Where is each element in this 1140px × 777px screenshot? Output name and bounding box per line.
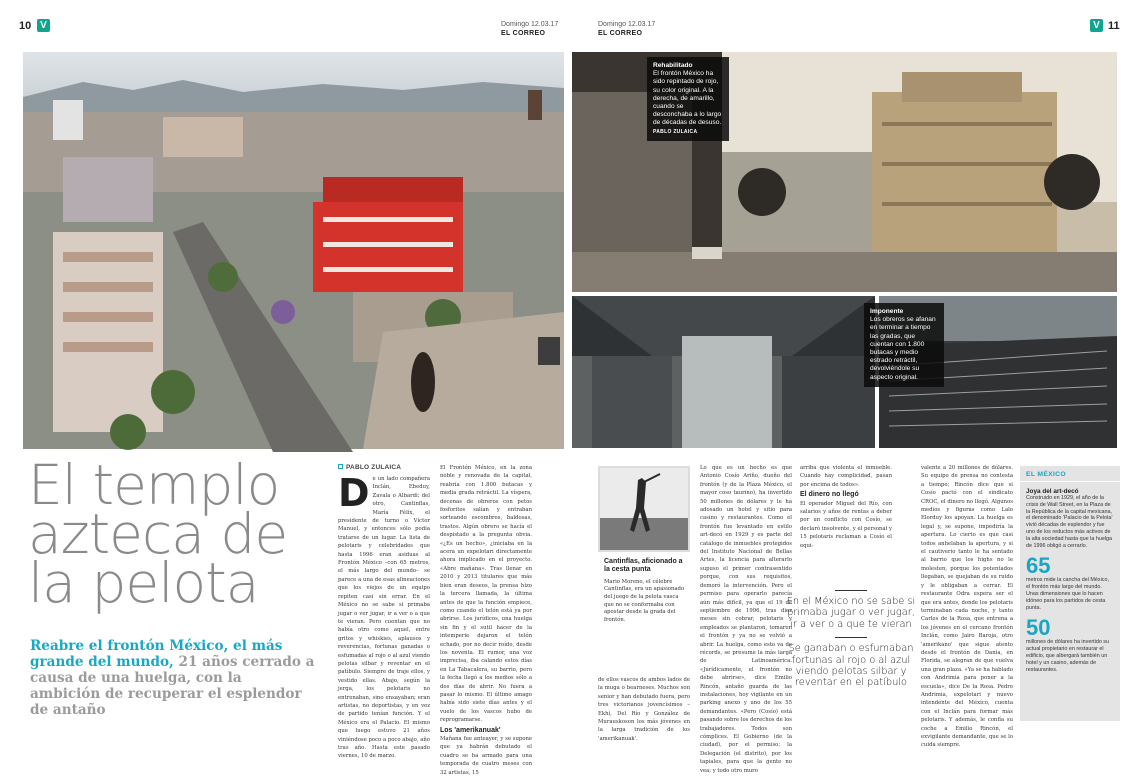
cantinflas-illustration [600,468,688,550]
caption-imponente [864,303,944,387]
article-column-6 [921,464,1013,749]
cantinflas-caption-title: Cantinflas, aficionado a la cesta punta [604,558,683,574]
col2b-text: Mañana fue anteayer, y se supone que ya habrán debutado el cuadro se ha armado para una temporada de cuatro meses con 32 artistas, 15 [440,736,532,776]
article-column-2 [440,464,532,776]
col1-text: e un lado compañera Inclán, Ebeduy, Zavala o Albardi; del otro, Cantinflas, María Félix, el presidente de turno o Víctor Manuel, y entonces sólo podía tratarse de un lugar. La lista de pelotaris y celebridades que hasta 1996 eran asiduas al Frontón México –con 65 metros, el más largo del mundo– se parece a una de esas alineaciones que los viejos de un equipo repiten casi sin errar. En el México no se sabe si primaba jugar o ver jugar, ir a ver o a que te vieran. Pero cuentan que no había otro como aquel, entre gritos y whiskies, aplausos y reverencias, fortunas ganadas o esfumadas al rojo o al azul viendo pelotas silbar y reventar en el patíbulo. Siempre de traje ellos, y vestido ellas. Abajo, según la jerga, los pelotaris no entrenaban, sino ensayaban; eran artistas, no deportistas, y en vez de partido tenían función. Y el México era el Palacio. El mismo que luego estuvo 21 años viniéndose poco a poco abajo, año tras año. Hasta este pasado viernes, 10 de marzo. [338,476,430,760]
caption-rehabilitado-text: El frontón México ha sido repintado de rojo, su color original. A la derecha, de amarillo, cuando se desconchaba a lo largo de décadas de desuso. [653,70,722,127]
cantinflas-caption-text: Mario Moreno, el célebre Cantinflas, era un apasionado del juego de la pelota vasca que no se conformaba con apostar desde la grada del frontón. [604,578,685,623]
sidebar-stat-1-text: metros mide la cancha del México, el frontón más largo del mundo. Unas dimensiones que lo hacen idóneo para los partidos de cesta punta. [1026,577,1109,611]
sidebar-stat-1-number: 65 [1026,553,1051,579]
paper-name-left: EL CORREO [501,30,546,37]
byline-name: PABLO ZULAICA [346,464,402,471]
sidebar-title: EL MÉXICO [1020,471,1120,482]
dateline-right [598,20,655,38]
col2-text: El Frontón México, en la zona noble y renovada de la capital, reabría con 1.800 butacas y media grada retráctil. La víspera, decenas de obreros con petos fosforitos salían y entraban sorteando escombros, baldosas, trastos. Algún obrero se hacía el despistado a la pregunta obvia. «¿Es un hecho», ¿iniciaba en la acera un expelotari directamente ahora implicado en el proyecto. «Abre mañana». Tras llenar en 2010 y 2013 titulares que más bien eran deseos, la prensa hizo la tercera llamada, la última antes de que la función empiece, como cuando el telón está ya por abrirse. Los jurídicos, una huelga sin fin y el sutil hacer de la intemperie dejaron el telón echado, por no decir roído, desde los noventa. El rumor, una voz imprecisa, iba calando estos días en La Tabacalera, su barrio, pero la fecha llegó a los medios sólo a dos días de abrir. No fuera a pasar lo mismo. El último amago había sido siete días antes y el vuelo de los vascos hubo de reprogramarse. [440,465,532,724]
col5-text: arriba que violenta el inmueble. Cuando hay complicidad, pasan por encima de todos». [800,465,892,488]
col2-subheading: Los 'amerikanuak' [440,726,501,734]
byline [338,464,401,471]
col4-text: Lo que es un hecho es que Antonio Cosío Ariño, dueño del frontón (y de la Plaza México, el mayor coso taurino), ha invertido 50 millones de dólares y le ha adosado un hotel y sitio para casino y restaurantes. Como el frontón fue levantado en estilo art-decó en 1929 y es parte del catálogo de inmuebles protegidos del Instituto Nacional de Bellas Artes, la licencia para alterarlo supuso el primer contrasentido porque, con sus requisitos, demoró la intervención. Pero el permiso para operarlo parecía aún más difícil, ya que el 19 de septiembre de 1996, tras diez meses sin cobrar, pelotaris y empleados se plantaron, tomaron el frontón y ya no se volvió a abrir. La huelga, como esto va de récords, se presume la más larga de Latinoamérica. «Jurídicamente, el frontón no debe abrirse», dice Emilio Rincón, antaño guarda de las instalaciones, hoy vigilante en un parking anexo y uno de los 55 demandantes. «Pero (Cosío) está pasando sobre los derechos de los trabajadores. Todos son cómplices. El Gobierno (de la ciudad), por el permiso; la Delegación (el distrito), por los tapiales, para que la gente no vea; y todo otro muro [700,465,793,774]
article-headline: El templo azteca de la pelota [28,453,288,615]
sidebar-stat-2-text: millones de dólares ha invertido su actual propietario en restaurar el edificio, que albergará también un hotel y un casino, además de restaurantes. [1026,639,1110,673]
caption-rehabilitado-credit: PABLO ZULAICA [653,128,698,135]
aerial-city-photo [23,52,564,449]
page-number-left: 10 [19,20,32,32]
pull-quote [786,590,916,689]
article-column-4 [700,464,793,774]
cantinflas-caption [604,558,688,624]
byline-square-icon [338,464,343,469]
pull-quote-rule-top [835,590,867,591]
article-column-3 [598,676,690,742]
date-right: Domingo 12.03.17 [598,21,656,28]
col6-text: valente a 20 millones de dólares. Su equipo de prensa no contesta a tiempo; Rincón dice que si Cosío pactó con el sindicato CROC, el dinero no llegó. Algunos medios y figuras como Lalo Elorduy los apoyan. La huelga es legal y, se supone, impediría la apertura. Lo cierto es que casi todos anhelaban la apertura, y si el cautiverio tanto le ha sentado al barrio que los highs no le molesten, porque los potentados llegaban, se quejaban de su ruido y le obligaban a cerrar. El restaurante Odra espera ser el que era antes, donde los pelotaris terminaban cada noche, y tanto Carlos de la Rosa, que entrena a los jóvenes en el cercano frontón Inclán, como Jairo Baroja, otro 'amerikano' que sigue atento desde el frontón de Dania, en Florida, se alegran de que vuelva una gran plaza. «Ya se ha hablado con Andrimia para poner a la escuela», dice De la Rosa. Pedro Andrimia, expelotari y nuevo intendente del México, cuenta con el Inclán para formar más pelotaris. Y además, le confía su coche a Emilio Rincón, el exvigilante demandante, que se lo cuida siempre. [921,465,1013,749]
paper-name-right: EL CORREO [598,30,643,37]
construction-interior-illustration [572,296,875,448]
article-subhead [30,638,315,718]
drop-cap: D [338,471,370,515]
pull-quote-part-2: Se ganaban o esfumaban fortunas al rojo o al azul viendo pelotas silbar y reventar en el patíbulo [788,643,914,689]
article-column-5 [800,464,892,574]
caption-imponente-title: Imponente [870,308,904,315]
sidebar-subtitle: Joya del art-decó [1026,488,1079,495]
dateline-left [501,20,558,38]
section-logo-left: V [37,19,50,32]
caption-rehabilitado-title: Rehabilitado [653,62,693,69]
cantinflas-photo [598,466,690,552]
col5-subheading: El dinero no llegó [800,491,859,499]
col3-text: de ellos vascos de ambos lados de la muga o bearneses. Muchos son senior y han debutado fuera, pero tres victorianos jovencísimos –Ekhi, Del Río y González de Murauskoson los más jóvenes en la larga tradición de los 'amerikanuak'. [598,677,690,742]
sidebar-text: Construido en 1929, el año de la crisis de Wall Street, en la Plaza de la República de la capital mexicana, el denominado 'Palacio de la Pelota' vivió décadas de esplendor y fue uno de los reductos más activos de la alta sociedad hasta que la huelga de 1996 obligó a cerrarlo. [1026,495,1113,549]
aerial-city-illustration [23,52,564,449]
interior-construction-photo [572,296,875,448]
pull-quote-part-1: En el México no se sabe si primaba jugar o ver jugar, ir a ver o a que te vieran [786,596,916,630]
page-number-right: 11 [1108,20,1120,32]
pull-quote-rule-middle [835,637,867,638]
subhead-rest: 21 años cerrado a causa de una huelga, con la ambición de recuperar el esplendor de antaño [30,654,315,718]
caption-imponente-text: Los obreros se afanan en terminar a tiempo las gradas, que cuentan con 1.800 butacas y medio estrado retráctil, devolviéndole su aspecto original. [870,316,936,381]
date-left: Domingo 12.03.17 [501,21,559,28]
article-column-1 [338,471,430,760]
subhead-accent: Reabre el frontón México, el más grande del mundo, [30,638,283,670]
sidebar-facts [1020,466,1120,721]
caption-rehabilitado [647,57,729,141]
section-logo-right: V [1090,19,1103,32]
sidebar-stat-2-number: 50 [1026,615,1051,641]
col5b-text: El operador Miguel del Río, con salarios y años de rentas a deber por un conflicto con Cosío, se declaró insolvente, y el personal y 15 pelotaris reclaman a Cosío el equi- [800,500,892,549]
